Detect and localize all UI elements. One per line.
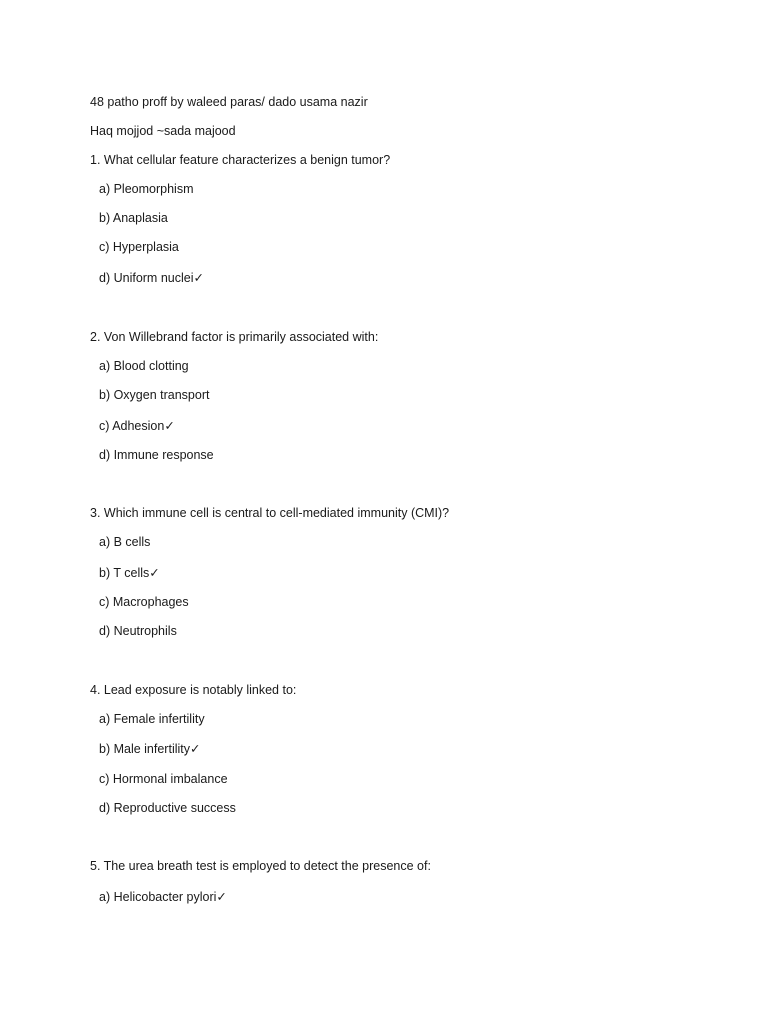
answer-option: c) Macrophages	[99, 595, 189, 609]
question-text: 1. What cellular feature characterizes a benign tumor?	[90, 153, 391, 167]
answer-option: c) Hormonal imbalance	[99, 772, 228, 786]
answer-option-correct: b) T cells✓	[99, 566, 160, 580]
answer-option: c) Hyperplasia	[99, 240, 179, 254]
question-text: 2. Von Willebrand factor is primarily associated with:	[90, 330, 379, 344]
question-text: 3. Which immune cell is central to cell-mediated immunity (CMI)?	[90, 506, 450, 520]
answer-option: d) Immune response	[99, 448, 214, 462]
answer-option: b) Oxygen transport	[99, 388, 210, 402]
question-text: 4. Lead exposure is notably linked to:	[90, 683, 297, 697]
answer-option: a) B cells	[99, 535, 151, 549]
answer-option: b) Anaplasia	[99, 211, 168, 225]
answer-option-correct: a) Helicobacter pylori✓	[99, 890, 227, 904]
answer-option-correct: c) Adhesion✓	[99, 419, 175, 433]
answer-option: a) Female infertility	[99, 712, 205, 726]
question-text: 5. The urea breath test is employed to detect the presence of:	[90, 859, 431, 873]
answer-option-correct: d) Uniform nuclei✓	[99, 271, 204, 285]
answer-option: a) Pleomorphism	[99, 182, 194, 196]
document-title: 48 patho proff by waleed paras/ dado usama nazir	[90, 95, 368, 109]
answer-option: d) Reproductive success	[99, 801, 236, 815]
answer-option-correct: b) Male infertility✓	[99, 742, 201, 756]
answer-option: a) Blood clotting	[99, 359, 189, 373]
answer-option: d) Neutrophils	[99, 624, 177, 638]
document-subtitle: Haq mojjod ~sada majood	[90, 124, 236, 138]
